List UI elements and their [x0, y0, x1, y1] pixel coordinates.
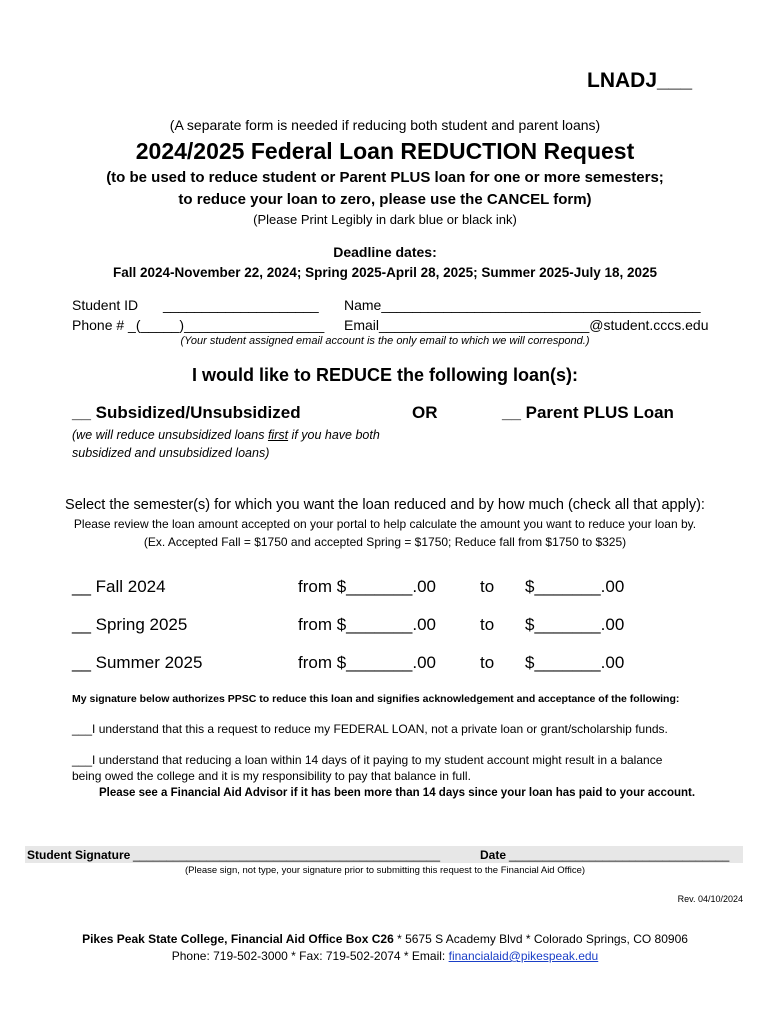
example-note: (Ex. Accepted Fall = $1750 and accepted Spring = $1750; Reduce fall from $1750 to $325): [143, 535, 627, 549]
acknowledgement-2-line-1[interactable]: ___I understand that reducing a loan within 14 days of it paying to my student account might result in a balance: [72, 753, 663, 767]
student-id-label: Student ID: [72, 297, 139, 313]
semester-fall-from[interactable]: from $_______.00: [298, 577, 436, 596]
semester-spring-to: to: [480, 615, 495, 634]
separate-form-note: (A separate form is needed if reducing both student and parent loans): [169, 117, 601, 133]
or-label: OR: [412, 403, 438, 422]
revision-date: Rev. 04/10/2024: [677, 894, 743, 904]
semester-spring-amount[interactable]: $_______.00: [525, 615, 625, 634]
subsidized-option[interactable]: __ Subsidized/Unsubsidized: [72, 403, 301, 422]
subtitle-line-1: (to be used to reduce student or Parent PLUS loan for one or more semesters;: [106, 169, 664, 186]
page-title: 2024/2025 Federal Loan REDUCTION Request: [135, 138, 635, 164]
semester-spring-label[interactable]: __ Spring 2025: [72, 615, 188, 634]
date-line[interactable]: _________________________________: [509, 848, 730, 862]
semester-summer-from[interactable]: from $_______.00: [298, 653, 436, 672]
phone-field[interactable]: Phone # _(_____)__________________: [72, 317, 325, 333]
acknowledgement-1[interactable]: ___I understand that this a request to reduce my FEDERAL LOAN, not a private loan or grant/scholarship funds.: [72, 722, 668, 736]
email-field[interactable]: Email___________________________@student.cccs.edu: [344, 317, 709, 333]
loan-note-first: first: [267, 428, 289, 442]
review-note: Please review the loan amount accepted on your portal to help calculate the amount you want to reduce your loan by.: [73, 517, 697, 531]
footer-line-2: [0, 949, 770, 963]
footer-contact: Phone: 719-502-3000 * Fax: 719-502-2074 * Email:: [171, 949, 449, 963]
print-note: (Please Print Legibly in dark blue or black ink): [253, 212, 517, 227]
loan-note-line-2: subsidized and unsubsidized loans): [72, 446, 270, 460]
semester-spring-from[interactable]: from $_______.00: [298, 615, 436, 634]
semester-summer-to: to: [480, 653, 495, 672]
date-label: Date: [480, 848, 507, 862]
loan-note-line-1: [72, 428, 380, 442]
student-signature-line[interactable]: ______________________________________________: [133, 848, 440, 862]
loan-note-post: if you have both: [288, 428, 380, 442]
semester-summer-amount[interactable]: $_______.00: [525, 653, 625, 672]
name-field[interactable]: Name_________________________________________: [344, 297, 701, 313]
authorization-text: My signature below authorizes PPSC to reduce this loan and signifies acknowledgement and acceptance of the following:: [72, 693, 680, 705]
footer-line-1: [0, 932, 770, 946]
semester-fall-label[interactable]: __ Fall 2024: [72, 577, 166, 596]
deadline-dates: Fall 2024-November 22, 2024; Spring 2025-April 28, 2025; Summer 2025-July 18, 2025: [112, 265, 658, 280]
deadline-heading: Deadline dates:: [333, 244, 437, 260]
email-note: (Your student assigned email account is the only email to which we will correspond.): [180, 335, 590, 347]
footer-address: * 5675 S Academy Blvd * Colorado Springs, CO 80906: [393, 932, 688, 946]
semester-summer-label[interactable]: __ Summer 2025: [72, 653, 203, 672]
semester-fall-amount[interactable]: $_______.00: [525, 577, 625, 596]
advisor-note: Please see a Financial Aid Advisor if it has been more than 14 days since your loan has paid to your account.: [99, 787, 696, 799]
reduce-heading: I would like to REDUCE the following loan(s):: [192, 365, 578, 385]
parent-plus-option[interactable]: __ Parent PLUS Loan: [502, 403, 674, 422]
signature-note: (Please sign, not type, your signature prior to submitting this request to the Financial Aid Office): [184, 865, 586, 876]
footer-email-link[interactable]: financialaid@pikespeak.edu: [448, 949, 599, 963]
student-signature-label: Student Signature: [27, 848, 131, 862]
acknowledgement-2-line-2: being owed the college and it is my responsibility to pay that balance in full.: [72, 769, 471, 783]
loan-note-pre: (we will reduce unsubsidized loans: [72, 428, 268, 442]
student-id-field[interactable]: ____________________: [163, 297, 319, 313]
semester-instructions: Select the semester(s) for which you want the loan reduced and by how much (check all that apply):: [65, 497, 705, 513]
footer-office: Pikes Peak State College, Financial Aid Office Box C26: [82, 932, 394, 946]
form-code: LNADJ___: [587, 69, 693, 92]
subtitle-line-2: to reduce your loan to zero, please use the CANCEL form): [178, 191, 592, 208]
semester-fall-to: to: [480, 577, 495, 596]
